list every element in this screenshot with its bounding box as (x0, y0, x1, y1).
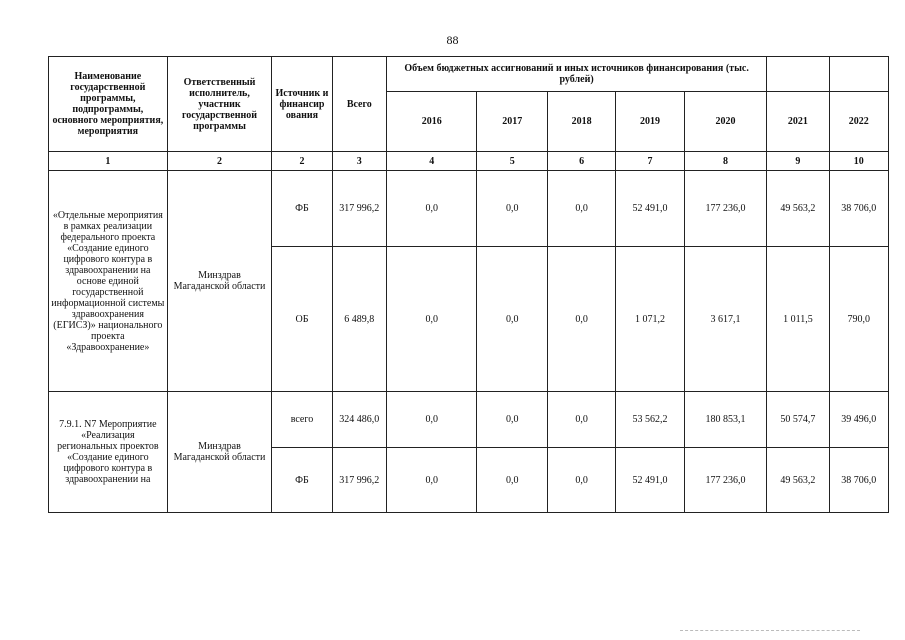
column-number: 7 (616, 152, 684, 171)
header-empty-cell (829, 57, 888, 92)
year-value: 177 236,0 (684, 171, 767, 247)
year-value: 0,0 (477, 448, 547, 513)
column-number: 8 (684, 152, 767, 171)
column-number: 2 (272, 152, 332, 171)
header-year: 2022 (829, 92, 888, 152)
year-value: 50 574,7 (767, 392, 829, 448)
budget-table (48, 56, 889, 513)
header-responsible: Ответственный исполнитель, участник государственной программы (167, 57, 272, 152)
funding-source: всего (272, 392, 332, 448)
year-value: 0,0 (547, 392, 615, 448)
total-value: 6 489,8 (332, 247, 386, 392)
column-number: 3 (332, 152, 386, 171)
year-value: 0,0 (386, 247, 477, 392)
year-value: 0,0 (386, 448, 477, 513)
year-value: 38 706,0 (829, 171, 888, 247)
header-year: 2021 (767, 92, 829, 152)
year-value: 0,0 (547, 247, 615, 392)
year-value: 38 706,0 (829, 448, 888, 513)
year-value: 1 011,5 (767, 247, 829, 392)
column-number: 4 (386, 152, 477, 171)
year-value: 52 491,0 (616, 171, 684, 247)
column-number-row (49, 152, 889, 171)
year-value: 53 562,2 (616, 392, 684, 448)
header-year: 2016 (386, 92, 477, 152)
funding-source: ФБ (272, 448, 332, 513)
header-year: 2017 (477, 92, 547, 152)
total-value: 324 486,0 (332, 392, 386, 448)
table-row (49, 171, 889, 247)
scan-artifact-line (680, 630, 860, 632)
column-number: 5 (477, 152, 547, 171)
header-empty-cell (767, 57, 829, 92)
column-number: 1 (49, 152, 168, 171)
year-value: 177 236,0 (684, 448, 767, 513)
funding-source: ОБ (272, 247, 332, 392)
year-value: 0,0 (547, 171, 615, 247)
header-year: 2019 (616, 92, 684, 152)
year-value: 1 071,2 (616, 247, 684, 392)
header-total: Всего (332, 57, 386, 152)
program-name: «Отдельные мероприятия в рамках реализации федерального проекта «Создание единого цифрового контура в здравоохранении на основе единой государственной информационной системы здравоохранения (ЕГИСЗ)» национального проекта «Здравоохранение» (49, 171, 168, 392)
year-value: 0,0 (547, 448, 615, 513)
total-value: 317 996,2 (332, 171, 386, 247)
year-value: 0,0 (477, 247, 547, 392)
measure-name: 7.9.1. N7 Мероприятие «Реализация региональных проектов «Создание единого цифрового контура в здравоохранении на (49, 392, 168, 513)
year-value: 52 491,0 (616, 448, 684, 513)
page-number: 88 (446, 33, 459, 47)
year-value: 49 563,2 (767, 171, 829, 247)
year-value: 0,0 (477, 171, 547, 247)
year-value: 49 563,2 (767, 448, 829, 513)
year-value: 0,0 (477, 392, 547, 448)
header-source: Источник и финансир ования (272, 57, 332, 152)
column-number: 2 (167, 152, 272, 171)
header-volume: Объем бюджетных ассигнований и иных источников финансирования (тыс. рублей) (386, 57, 766, 92)
year-value: 0,0 (386, 392, 477, 448)
header-year: 2018 (547, 92, 615, 152)
header-name: Наименование государственной программы, подпрограммы, основного мероприятия, мероприятия (49, 57, 168, 152)
funding-source: ФБ (272, 171, 332, 247)
year-value: 3 617,1 (684, 247, 767, 392)
responsible-executor: Минздрав Магаданской области (167, 392, 272, 513)
column-number: 6 (547, 152, 615, 171)
year-value: 39 496,0 (829, 392, 888, 448)
column-number: 10 (829, 152, 888, 171)
header-year: 2020 (684, 92, 767, 152)
column-number: 9 (767, 152, 829, 171)
total-value: 317 996,2 (332, 448, 386, 513)
year-value: 790,0 (829, 247, 888, 392)
table-row (49, 392, 889, 448)
year-value: 0,0 (386, 171, 477, 247)
responsible-executor: Минздрав Магаданской области (167, 171, 272, 392)
year-value: 180 853,1 (684, 392, 767, 448)
header-row (49, 57, 889, 92)
